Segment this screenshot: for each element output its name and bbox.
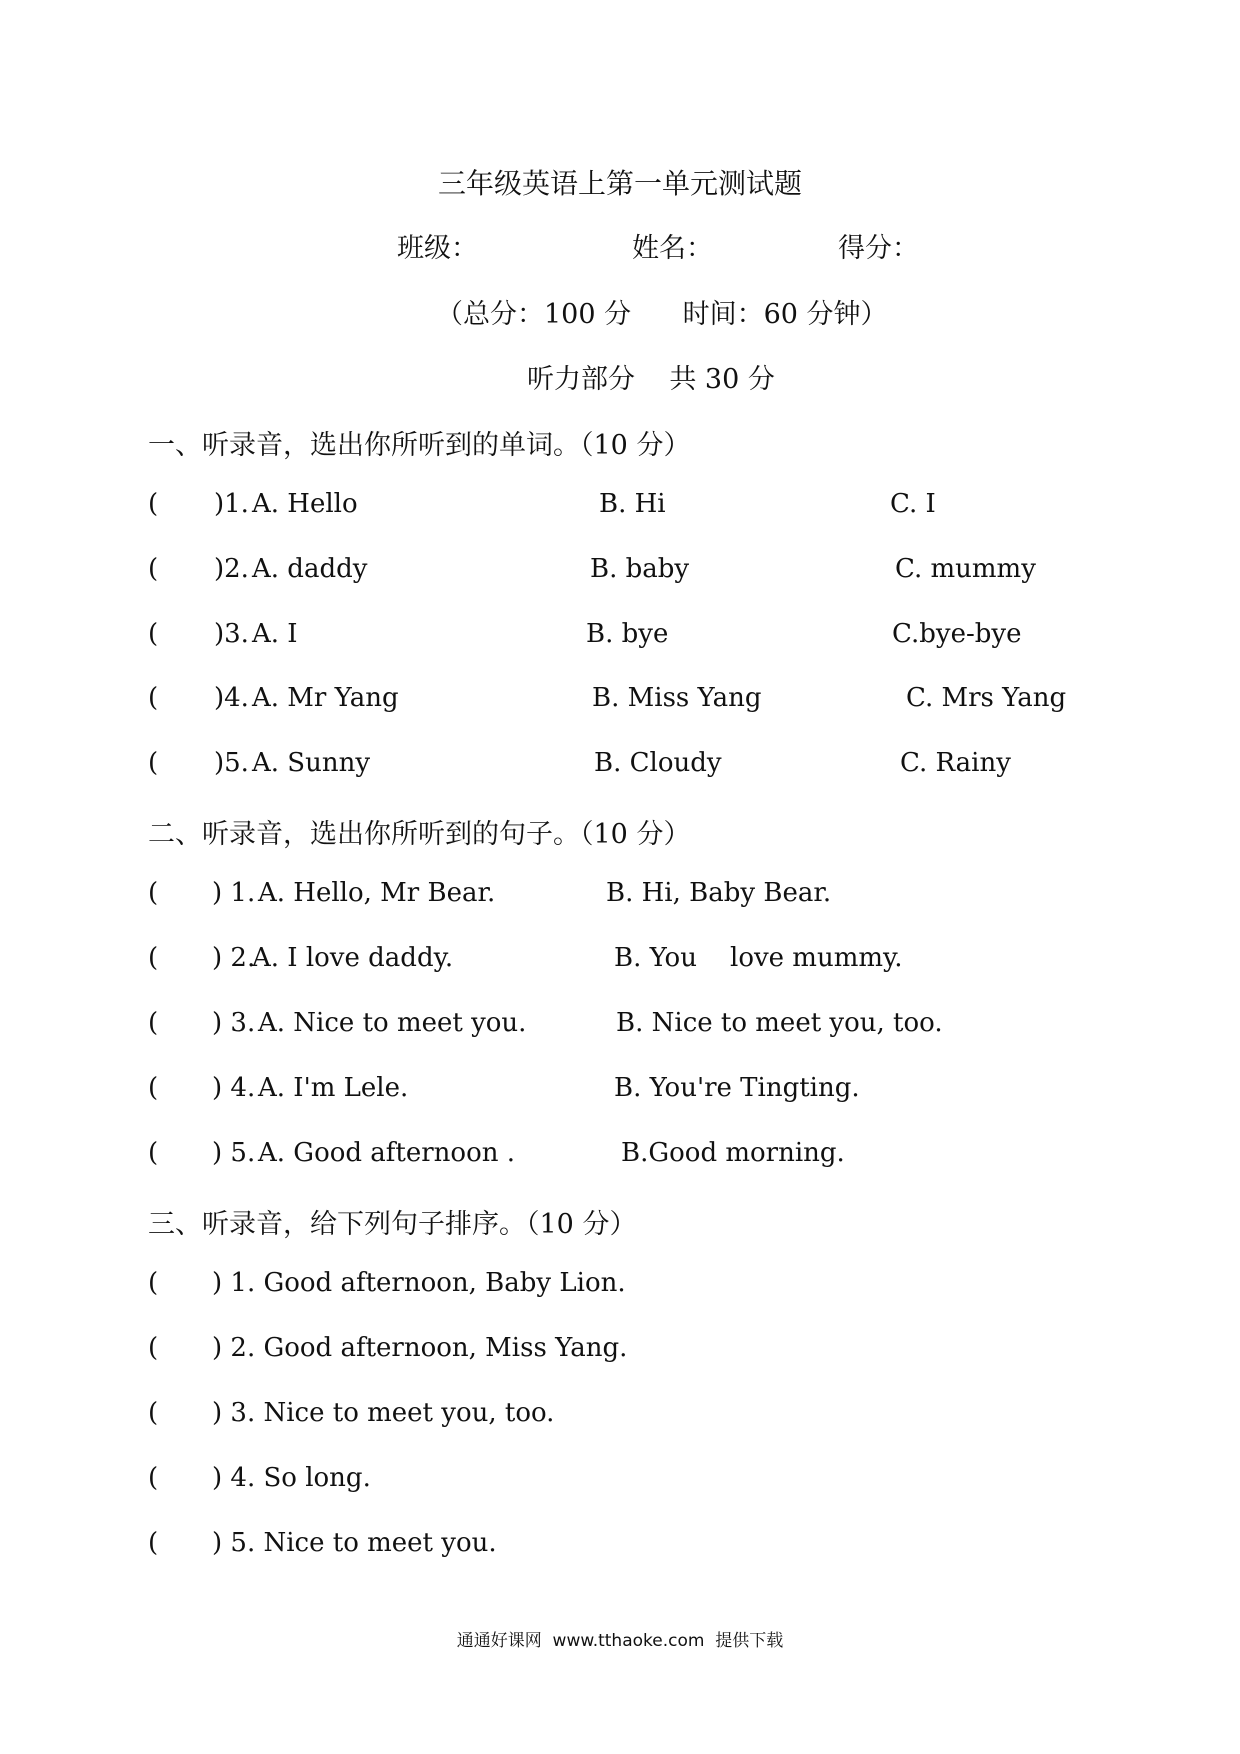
option-b: B. You're Tingting. <box>614 1073 860 1103</box>
answer-paren: ( <box>148 683 159 713</box>
option-a: A. Mr Yang <box>252 683 399 713</box>
answer-paren: ( <box>148 878 159 908</box>
sentence-text: ) 5. Nice to meet you. <box>212 1528 497 1558</box>
option-b: B. Hi <box>599 489 666 519</box>
name-label: 姓名： <box>632 233 713 264</box>
option-b: B. baby <box>590 554 690 584</box>
item-number: )3. <box>214 619 249 649</box>
sentence-text: ) 4. So long. <box>212 1463 371 1493</box>
option-a: A. Good afternoon . <box>258 1138 516 1168</box>
item-number: ) 2. <box>212 943 256 973</box>
answer-paren: ( <box>148 1073 159 1103</box>
item-number: )2. <box>214 554 249 584</box>
item-number: )1. <box>214 489 249 519</box>
option-b: B. bye <box>586 619 669 649</box>
option-a: A. I love daddy. <box>252 943 454 973</box>
option-c: C. Rainy <box>900 748 1011 778</box>
option-c: C. mummy <box>895 554 1036 584</box>
sentence-text: ) 2. Good afternoon, Miss Yang. <box>212 1333 628 1363</box>
option-c: C. Mrs Yang <box>906 683 1067 713</box>
footer-credit: 通通好课网 www.tthaoke.com 提供下载 <box>456 1631 784 1651</box>
option-b: B. Nice to meet you, too. <box>616 1008 943 1038</box>
option-b: B. Cloudy <box>594 748 722 778</box>
option-b: B. Hi, Baby Bear. <box>606 878 832 908</box>
sentence-text: ) 1. Good afternoon, Baby Lion. <box>212 1268 626 1298</box>
answer-paren: ( <box>148 489 159 519</box>
item-number: )4. <box>214 683 249 713</box>
answer-paren: ( <box>148 943 159 973</box>
score-label: 得分： <box>838 233 919 264</box>
listening-header: 听力部分 共 30 分 <box>527 364 775 395</box>
answer-paren: ( <box>148 1268 159 1298</box>
option-a: A. Sunny <box>252 748 371 778</box>
exam-meta: （总分：100 分 时间：60 分钟） <box>436 299 888 330</box>
page-title: 三年级英语上第一单元测试题 <box>437 167 802 200</box>
option-a: A. Hello, Mr Bear. <box>258 878 496 908</box>
section-1-heading: 一、听录音，选出你所听到的单词。（10 分） <box>148 430 691 461</box>
answer-paren: ( <box>148 554 159 584</box>
item-number: ) 5. <box>212 1138 256 1168</box>
option-a: A. daddy <box>252 554 368 584</box>
section-2-heading: 二、听录音，选出你所听到的句子。（10 分） <box>148 819 691 850</box>
answer-paren: ( <box>148 1528 159 1558</box>
option-b: B. You love mummy. <box>614 943 903 973</box>
option-a: A. Hello <box>252 489 358 519</box>
option-b: B. Miss Yang <box>592 683 762 713</box>
answer-paren: ( <box>148 1333 159 1363</box>
sentence-text: ) 3. Nice to meet you, too. <box>212 1398 555 1428</box>
answer-paren: ( <box>148 1398 159 1428</box>
item-number: )5. <box>214 748 249 778</box>
answer-paren: ( <box>148 619 159 649</box>
answer-paren: ( <box>148 1463 159 1493</box>
item-number: ) 4. <box>212 1073 256 1103</box>
answer-paren: ( <box>148 748 159 778</box>
item-number: ) 1. <box>212 878 256 908</box>
section-3-heading: 三、听录音，给下列句子排序。（10 分） <box>148 1209 637 1240</box>
option-a: A. I'm Lele. <box>258 1073 409 1103</box>
answer-paren: ( <box>148 1008 159 1038</box>
option-b: B.Good morning. <box>621 1138 845 1168</box>
class-label: 班级： <box>397 233 478 264</box>
option-c: C. I <box>890 489 936 519</box>
option-a: A. I <box>252 619 298 649</box>
answer-paren: ( <box>148 1138 159 1168</box>
item-number: ) 3. <box>212 1008 256 1038</box>
option-a: A. Nice to meet you. <box>258 1008 527 1038</box>
option-c: C.bye-bye <box>892 619 1022 649</box>
